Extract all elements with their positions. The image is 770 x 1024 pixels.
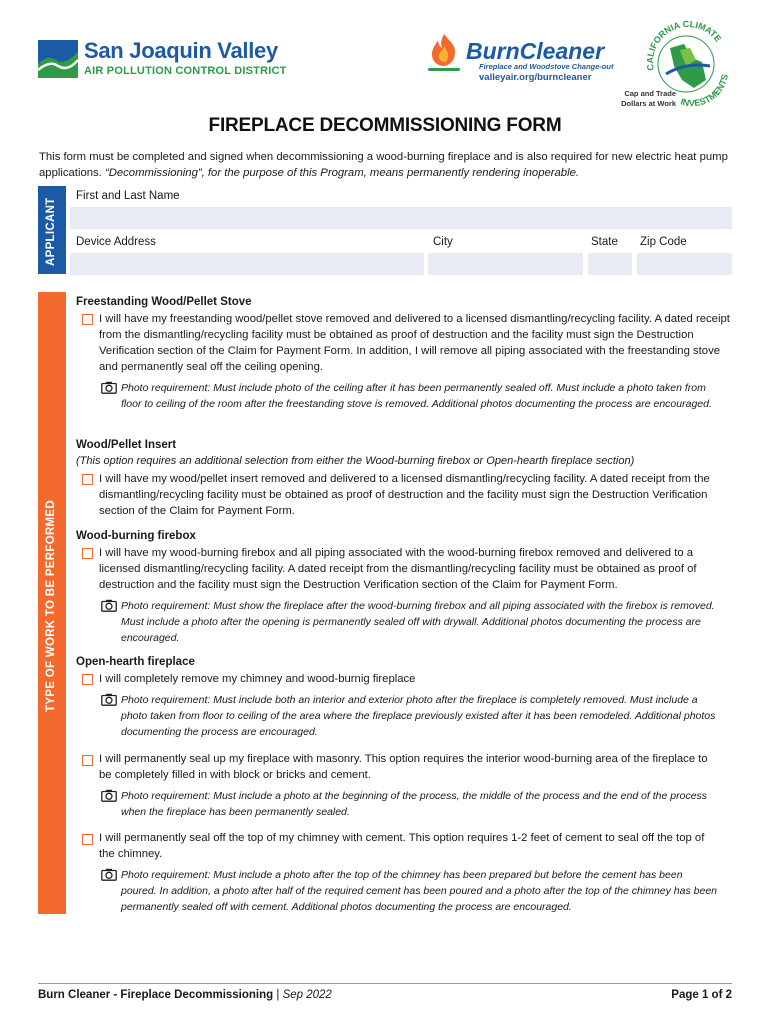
camera-icon bbox=[101, 789, 117, 802]
firebox-checkbox[interactable] bbox=[82, 548, 93, 559]
insert-heading: Wood/Pellet Insert bbox=[76, 439, 177, 451]
openhearth-remove-checkbox[interactable] bbox=[82, 674, 93, 685]
burncleaner-url: valleyair.org/burncleaner bbox=[479, 72, 592, 83]
applicant-side-bar bbox=[38, 186, 66, 274]
name-label: First and Last Name bbox=[76, 190, 180, 202]
work-side-label: TYPE OF WORK TO BE PERFORMED bbox=[45, 499, 57, 712]
applicant-side-label: APPLICANT bbox=[45, 197, 57, 266]
insert-checkbox[interactable] bbox=[82, 474, 93, 485]
openhearth-masonry-option: I will permanently seal up my fireplace with masonry. This option requires the interior wood-burning area of the fireplace to be completely filled in with block or bricks and cement. bbox=[99, 753, 708, 781]
address-field[interactable] bbox=[70, 253, 424, 275]
openhearth-cement-checkbox[interactable] bbox=[82, 834, 93, 845]
camera-icon bbox=[101, 381, 117, 394]
intro-definition: “Decommissioning”, for the purpose of this Program, means permanently rendering inoperable. bbox=[101, 166, 580, 179]
cci-arc-top: CALIFORNIA CLIMATE bbox=[644, 18, 724, 72]
sjv-name: San Joaquin Valley bbox=[84, 38, 278, 63]
sjv-subtitle: AIR POLLUTION CONTROL DISTRICT bbox=[84, 65, 287, 77]
freestanding-checkbox[interactable] bbox=[82, 314, 93, 325]
firebox-photo-requirement: Photo requirement: Must show the fireplace after the wood-burning firebox and all piping associated with the firebox is removed. Must include a photo after the opening is permanently sealed off with drywall. Additional photos documenting the process are encouraged. bbox=[121, 600, 715, 644]
intro-text bbox=[39, 150, 739, 181]
camera-icon bbox=[101, 599, 117, 612]
freestanding-photo-requirement: Photo requirement: Must include photo of the ceiling after it has been permanently sealed off. Must include a photo taken from floor to ceiling of the room after the freestanding stove is removed. Additional photos documenting the process are encouraged. bbox=[121, 382, 712, 410]
burncleaner-name: BurnCleaner bbox=[466, 38, 605, 64]
sjv-logo-icon bbox=[38, 40, 78, 78]
camera-icon bbox=[101, 868, 117, 881]
intro-main: This form must be completed and signed when decommissioning a wood-burning fireplace and is also required for new electric heat pump applications. bbox=[39, 151, 728, 179]
freestanding-heading: Freestanding Wood/Pellet Stove bbox=[76, 296, 252, 308]
camera-icon bbox=[101, 693, 117, 706]
footer-separator: | bbox=[273, 989, 283, 1001]
burncleaner-flame-icon bbox=[424, 32, 464, 74]
page-number: Page 1 of 2 bbox=[671, 989, 732, 1001]
insert-option: I will have my wood/pellet insert removed and delivered to a licensed dismantling/recycling facility. A dated receipt from the dismantling/recycling facility must be obtained as proof of destruction and the facility must sign the Destruction Verification section of the Claim for Payment Form. bbox=[99, 473, 710, 517]
state-field[interactable] bbox=[588, 253, 632, 275]
openhearth-heading: Open-hearth fireplace bbox=[76, 656, 195, 668]
firebox-option: I will have my wood-burning firebox and all piping associated with the wood-burning firebox removed and delivered to a licensed dismantling/recycling facility. A dated receipt from the dismantling/recycling facility must be obtained as proof of destruction and the facility must sign the Destruction Verification section of the Claim for Payment Form. bbox=[99, 547, 697, 591]
zip-field[interactable] bbox=[637, 253, 732, 275]
state-label: State bbox=[591, 236, 618, 248]
openhearth-cement-option: I will permanently seal off the top of my chimney with cement. This option requires 1-2 feet of cement to seal off the top of the chimney. bbox=[99, 832, 705, 860]
insert-note: (This option requires an additional selection from either the Wood-burning firebox or Open-hearth fireplace section) bbox=[76, 455, 635, 467]
form-title: FIREPLACE DECOMMISSIONING FORM bbox=[208, 115, 562, 136]
firebox-heading: Wood-burning firebox bbox=[76, 530, 196, 542]
city-label: City bbox=[433, 236, 453, 248]
openhearth-cement-photo-requirement: Photo requirement: Must include a photo after the top of the chimney has been prepared but before the cement has been poured. In addition, a photo after half of the required cement has been poured and a photo after the top of the chimney has been permanently sealed off with cement. Additional photos documenting the process are encouraged. bbox=[121, 869, 718, 913]
cci-arc-bottom: INVESTMENTS bbox=[679, 73, 730, 109]
city-field[interactable] bbox=[428, 253, 583, 275]
footer-date: Sep 2022 bbox=[282, 989, 332, 1001]
footer-doc-title: Burn Cleaner - Fireplace Decommissioning bbox=[38, 989, 274, 1001]
openhearth-masonry-photo-requirement: Photo requirement: Must include a photo at the beginning of the process, the middle of the process and the end of the process when the fireplace has been permanently sealed. bbox=[121, 790, 708, 818]
work-side-bar bbox=[38, 292, 66, 914]
cci-subtitle-1: Cap and Trade bbox=[624, 89, 676, 98]
name-field[interactable] bbox=[70, 207, 732, 229]
footer-divider bbox=[38, 983, 732, 984]
zip-label: Zip Code bbox=[640, 236, 687, 248]
burncleaner-tagline: Fireplace and Woodstove Change-out bbox=[479, 62, 614, 71]
openhearth-remove-photo-requirement: Photo requirement: Must include both an interior and exterior photo after the fireplace is completely removed. Must include a photo taken from floor to ceiling of the area where the fireplace previously existed after it has been remodeled. Additional photos documenting the process are encouraged. bbox=[121, 694, 716, 738]
openhearth-remove-option: I will completely remove my chimney and wood-burnig fireplace bbox=[99, 673, 416, 685]
footer-document-name bbox=[38, 989, 332, 1001]
openhearth-masonry-checkbox[interactable] bbox=[82, 755, 93, 766]
address-label: Device Address bbox=[76, 236, 156, 248]
freestanding-option: I will have my freestanding wood/pellet stove removed and delivered to a licensed dismantling/recycling facility. A dated receipt from the dismantling/recycling facility must be obtained as proof of destruction and the facility must sign the Destruction Verification section of the Claim for Payment Form. In addition, I will remove all piping associated with the freestanding stove and permanently seal off the ceiling opening. bbox=[99, 313, 730, 373]
cci-subtitle-2: Dollars at Work bbox=[621, 99, 676, 108]
